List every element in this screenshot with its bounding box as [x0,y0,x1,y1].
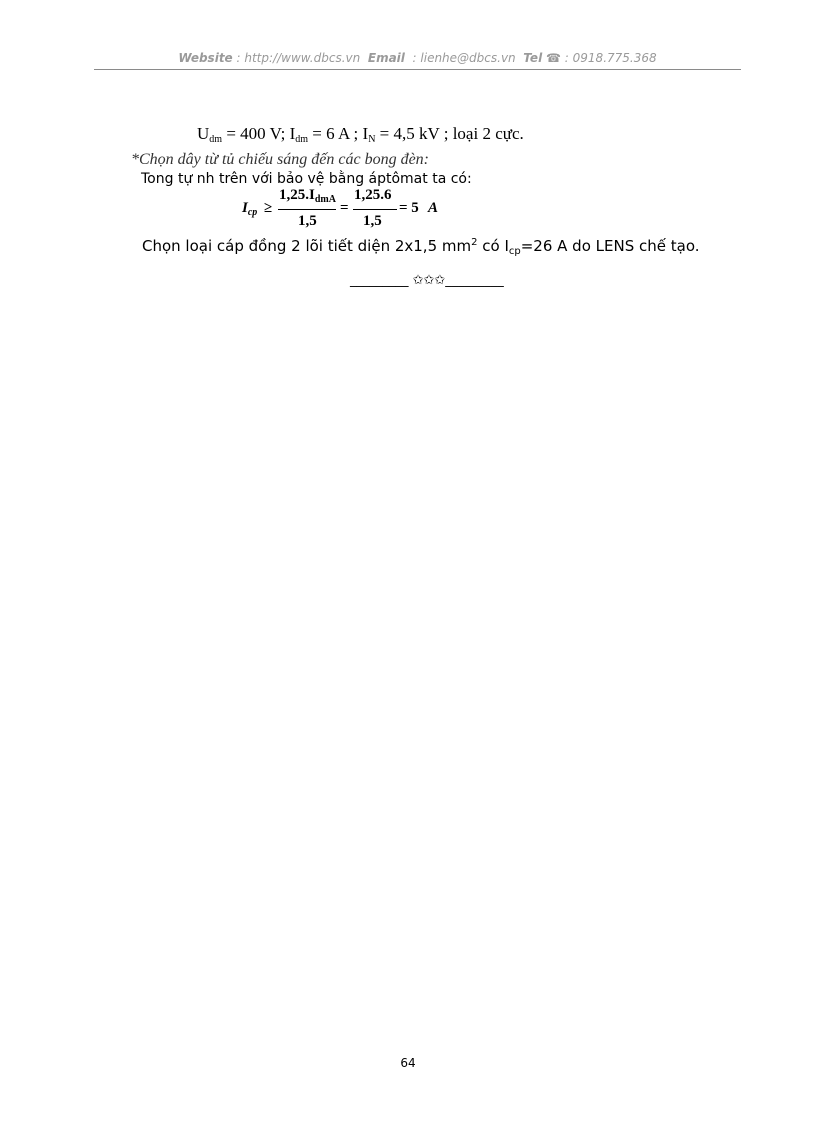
email-value: : lienhe@dbcs.vn [412,51,516,65]
formula-geq: ≥ [264,200,273,216]
symbol-in: I [362,124,369,143]
formula-unit: A [428,200,439,216]
email-label: Email [367,51,405,65]
website-value: : http://www.dbcs.vn [236,51,361,65]
formula-num2: 1,25.6 [354,187,392,203]
formula-result: = 5 [399,200,419,216]
section-divider: _________ ✩✩✩_________ [350,273,504,288]
formula-den1: 1,5 [298,213,317,229]
in-value: = 4,5 kV ; loại 2 cực. [375,124,524,143]
cable-text-sup: 2 [471,237,478,248]
cable-text-mid: có I [477,237,509,255]
header-rule [94,69,741,70]
formula-eq1: = [340,200,349,216]
fraction-bar-1 [278,209,336,210]
cable-text-pre: Chọn loại cáp đồng 2 lõi tiết diện 2x1,5 mm [142,237,472,255]
symbol-u: U [197,124,210,143]
symbol-u-sub: dm [209,134,223,145]
formula-den2: 1,5 [363,213,382,229]
symbol-in-sub: N [368,134,376,145]
section-heading: *Chọn dây từ tủ chiếu sáng đến các bong đèn: [131,151,429,168]
formula-lhs: $I_{cp}$ [242,200,258,218]
formula-num1: $1,25.I_{dmA}$ [279,187,336,205]
symbol-i: I [289,124,296,143]
tel-value: : 0918.775.368 [564,51,657,65]
rating-line [197,124,524,145]
i-value: = 6 A ; [308,124,363,143]
tel-label: Tel [523,51,543,65]
fraction-bar-2 [353,209,397,210]
intro-text: Tong tự nh trên với bảo vệ bằng áptômat ta có: [141,171,472,187]
page-header [94,51,741,65]
symbol-i-sub: dm [295,134,309,145]
u-value: = 400 V; [222,124,290,143]
website-label: Website [178,51,233,65]
cable-selection-text [142,237,700,257]
cable-text-sub: cp [508,246,521,257]
phone-icon: ☎ [546,51,561,65]
cable-text-post: =26 A do LENS chế tạo. [520,237,700,255]
page-number: 64 [400,1056,416,1070]
